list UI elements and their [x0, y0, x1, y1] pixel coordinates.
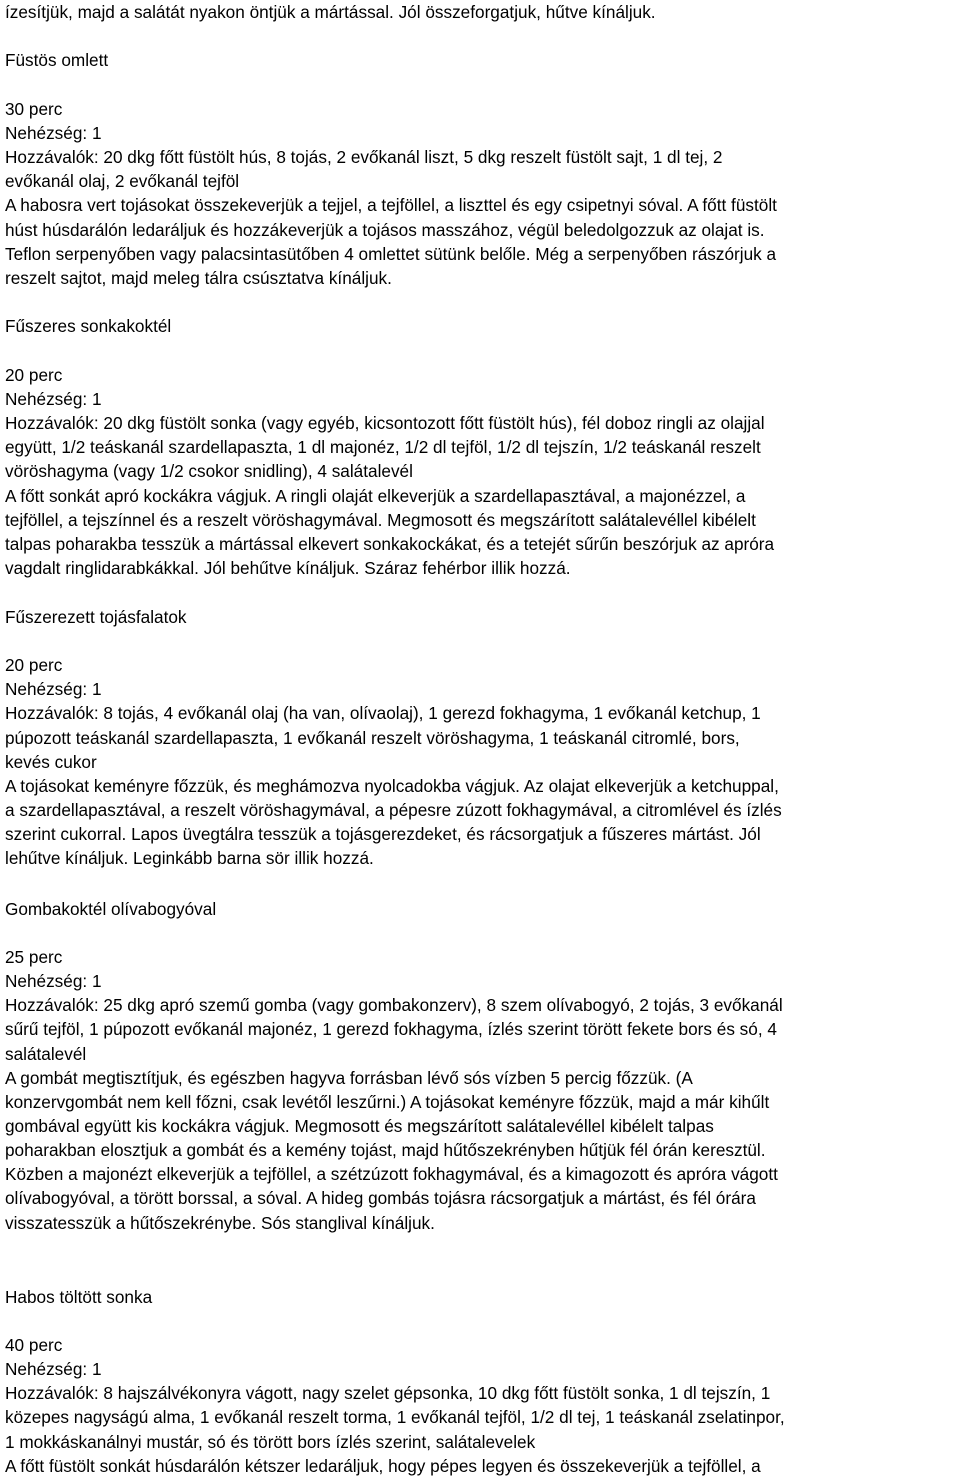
recipe-difficulty: Nehézség: 1: [5, 1359, 102, 1379]
recipe-text-line: A főtt füstölt sonkát húsdarálón kétszer ledaráljuk, hogy pépes legyen és összekeverjük a tejföllel, a: [5, 1456, 761, 1476]
recipe-title: Habos töltött sonka: [5, 1287, 153, 1307]
recipe-time: 30 perc: [5, 99, 63, 119]
recipe-text-line: vöröshagyma (vagy 1/2 csokor snidling), 4 salátalevél: [5, 461, 413, 481]
recipe-text-line: Hozzávalók: 8 tojás, 4 evőkanál olaj (ha van, olívaolaj), 1 gerezd fokhagyma, 1 evőkanál ketchup, 1: [5, 703, 761, 723]
recipe-difficulty: Nehézség: 1: [5, 971, 102, 991]
recipe-time: 40 perc: [5, 1335, 63, 1355]
recipe-text-line: kevés cukor: [5, 752, 97, 772]
recipe-text-line: púpozott teáskanál szardellapaszta, 1 evőkanál reszelt vöröshagyma, 1 teáskanál citromlé, bors,: [5, 728, 740, 748]
recipe-difficulty: Nehézség: 1: [5, 679, 102, 699]
recipe-text-line: húst húsdarálón ledaráljuk és hozzákeverjük a tojásos masszához, végül beledolgozzuk az olajat is.: [5, 220, 765, 240]
recipe-text-line: Közben a majonézt elkeverjük a tejföllel, a szétzúzott fokhagymával, és a kimagozott és apróra vágott: [5, 1164, 778, 1184]
recipe-text-line: szerint cukorral. Lapos üvegtálra tesszük a tojásgerezdeket, és rácsorgatjuk a fűszeres mártást. Jól: [5, 824, 761, 844]
recipe-text-line: vagdalt ringlidarabkákkal. Jól behűtve kínáljuk. Száraz fehérbor illik hozzá.: [5, 558, 571, 578]
recipe-text-line: a szardellapasztával, a reszelt vöröshagymával, a pépesre zúzott fokhagymával, a citromlével és ízlés: [5, 800, 782, 820]
recipe-text-line: reszelt sajtot, majd meleg tálra csúsztatva kínáljuk.: [5, 268, 392, 288]
recipe-text-line: Hozzávalók: 20 dkg főtt füstölt hús, 8 tojás, 2 evőkanál liszt, 5 dkg reszelt füstölt sajt, 1 dl tej, 2: [5, 147, 723, 167]
recipe-text-line: evőkanál olaj, 2 evőkanál tejföl: [5, 171, 240, 191]
recipe-difficulty: Nehézség: 1: [5, 389, 102, 409]
recipe-text-line: együtt, 1/2 teáskanál szardellapaszta, 1 dl majonéz, 1/2 dl tejföl, 1/2 dl tejszín, 1/2 teáskanál reszelt: [5, 437, 761, 457]
recipe-text-line: A tojásokat keményre főzzük, és meghámozva nyolcadokba vágjuk. Az olajat elkeverjük a ketchuppal,: [5, 776, 779, 796]
intro-line: ízesítjük, majd a salátát nyakon öntjük a mártással. Jól összeforgatjuk, hűtve kínáljuk.: [5, 2, 656, 22]
recipe-text-line: visszatesszük a hűtőszekrénybe. Sós stanglival kínáljuk.: [5, 1213, 435, 1233]
recipe-text-line: olívabogyóval, a törött borssal, a sóval. A hideg gombás tojásra rácsorgatjuk a mártást, és fél órára: [5, 1188, 756, 1208]
recipe-time: 25 perc: [5, 947, 63, 967]
recipe-text-line: lehűtve kínáljuk. Leginkább barna sör illik hozzá.: [5, 848, 374, 868]
recipe-text-line: A gombát megtisztítjuk, és egészben hagyva forrásban lévő sós vízben 5 percig főzzük. (A: [5, 1068, 693, 1088]
recipe-text-line: poharakban elosztjuk a gombát és a kemény tojást, majd hűtőszekrényben hűtjük fél órán keresztül.: [5, 1140, 766, 1160]
recipe-text-line: Hozzávalók: 20 dkg füstölt sonka (vagy egyéb, kicsontozott főtt füstölt hús), fél doboz ringli az olajjal: [5, 413, 765, 433]
recipe-text-line: A főtt sonkát apró kockákra vágjuk. A ringli olaját elkeverjük a szardellapasztával, a majonézzel, a: [5, 486, 746, 506]
recipe-text-line: konzervgombát nem kell főzni, csak levétől leszűrni.) A tojásokat keményre főzzük, majd a már kihűlt: [5, 1092, 770, 1112]
recipe-text-line: Hozzávalók: 8 hajszálvékonyra vágott, nagy szelet gépsonka, 10 dkg főtt füstölt sonka, 1 dl tejszín, 1: [5, 1383, 771, 1403]
recipe-text-line: tejföllel, a tejszínnel és a reszelt vöröshagymával. Megmosott és megszárított salátalevéllel kibélelt: [5, 510, 756, 530]
recipe-time: 20 perc: [5, 365, 63, 385]
recipe-text-line: közepes nagyságú alma, 1 evőkanál reszelt torma, 1 evőkanál tejföl, 1/2 dl tej, 1 teáskanál zselatinpor,: [5, 1407, 785, 1427]
recipe-text-line: A habosra vert tojásokat összekeverjük a tejjel, a tejföllel, a liszttel és egy csipetnyi sóval. A főtt füstölt: [5, 195, 777, 215]
recipe-text-line: sűrű tejföl, 1 púpozott evőkanál majonéz, 1 gerezd fokhagyma, ízlés szerint törött fekete bors és só, 4: [5, 1019, 777, 1039]
recipe-text-line: Teflon serpenyőben vagy palacsintasütőben 4 omlettet sütünk belőle. Még a serpenyőben rászórjuk a: [5, 244, 777, 264]
recipe-text-line: 1 mokkáskanálnyi mustár, só és törött bors ízlés szerint, salátalevelek: [5, 1432, 536, 1452]
recipe-time: 20 perc: [5, 655, 63, 675]
recipe-text-line: salátalevél: [5, 1044, 87, 1064]
recipe-title: Füstös omlett: [5, 50, 109, 70]
recipe-title: Fűszerezett tojásfalatok: [5, 607, 187, 627]
recipe-title: Fűszeres sonkakoktél: [5, 316, 172, 336]
recipe-text-line: talpas poharakba tesszük a mártással elkevert sonkakockákat, és a tetejét sűrűn beszórjuk az apróra: [5, 534, 775, 554]
recipe-text-line: gombával együtt kis kockákra vágjuk. Megmosott és megszárított salátalevéllel kibélelt talpas: [5, 1116, 714, 1136]
recipe-text-line: Hozzávalók: 25 dkg apró szemű gomba (vagy gombakonzerv), 8 szem olívabogyó, 2 tojás, 3 evőkanál: [5, 995, 783, 1015]
recipe-title: Gombakoktél olívabogyóval: [5, 899, 217, 919]
recipe-difficulty: Nehézség: 1: [5, 123, 102, 143]
